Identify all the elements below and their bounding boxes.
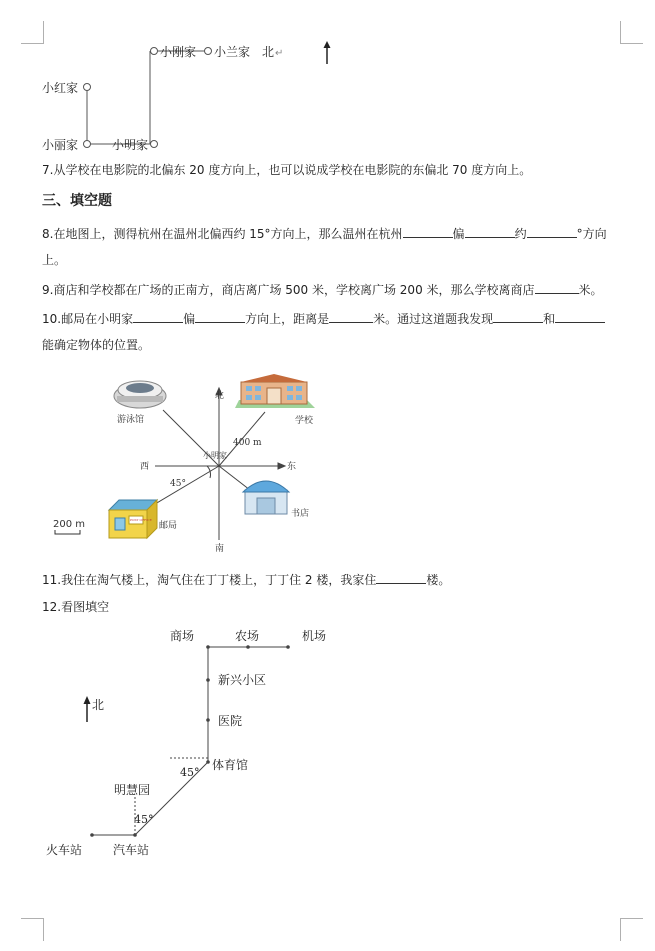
q10-blank-1[interactable]: [133, 310, 183, 323]
bookstore-label: 书店: [291, 509, 310, 519]
compass-map: [45, 370, 335, 560]
q10-text-4: 米。通过这道题我发现: [373, 312, 494, 326]
swimming-hall-label: 游泳馆: [117, 415, 145, 425]
label-xiaoli: 小丽家: [42, 138, 79, 152]
angle-label: 45°: [170, 479, 186, 489]
swimming-hall-icon: [114, 381, 166, 408]
route-map-1: [30, 36, 350, 160]
label-north: 北: [262, 45, 275, 59]
dot-farm: [246, 645, 250, 649]
q11-text-1: 11.我住在淘气楼上，淘气住在丁丁楼上，丁丁住 2 楼，我家住: [42, 573, 377, 587]
q10-text-2: 偏: [183, 312, 196, 326]
north-arrow-icon: [324, 41, 331, 64]
post-sign-text: POST OFFICE: [130, 518, 152, 522]
post-office-label: 邮局: [159, 521, 178, 531]
label-airport: 机场: [302, 629, 327, 643]
question-9: [42, 281, 603, 298]
label-minghui: 明慧园: [114, 783, 151, 797]
question-10-line-2: 能确定物体的位置。: [42, 338, 151, 352]
question-10-line-1: [42, 310, 605, 327]
ray-bookstore: [219, 466, 250, 490]
q9-text-1: 9.商店和学校都在广场的正南方，商店离广场 500 米，学校离广场 200 米，那么学校离商店: [42, 283, 535, 297]
q10-blank-2[interactable]: [195, 310, 245, 323]
dot-xinxing: [206, 678, 210, 682]
corner-mark-bottom-left: [21, 918, 44, 941]
q10-text-5: 和: [543, 312, 556, 326]
q8-text-4: °方向: [576, 227, 607, 241]
center-label: 小明家: [203, 451, 227, 460]
label-xiaogang: 小刚家: [160, 45, 197, 59]
scale-bar: [55, 530, 80, 534]
label-store: 商场: [170, 629, 195, 643]
label-farm: 农场: [235, 629, 260, 643]
q8-blank-2[interactable]: [465, 225, 515, 238]
q10-text-3: 方向上，距离是: [245, 312, 330, 326]
q10-blank-4[interactable]: [493, 310, 543, 323]
distance-label: 400 m: [233, 438, 262, 448]
label-stadium: 体育馆: [212, 758, 249, 772]
xiaoli-home-dot: [84, 141, 91, 148]
question-12: 12.看图填空: [42, 600, 110, 614]
q9-blank-1[interactable]: [535, 281, 579, 294]
compass-west-label: 西: [140, 462, 150, 472]
compass-axes: [155, 388, 285, 540]
question-8-line-2: 上。: [42, 253, 67, 267]
school-label: 学校: [295, 416, 314, 426]
q11-text-2: 楼。: [426, 573, 451, 587]
q8-text-1: 8.在地图上，测得杭州在温州北偏西约 15°方向上，那么温州在杭州: [42, 227, 403, 241]
xiaogang-home-dot: [151, 48, 158, 55]
xiaoming-home-dot: [151, 141, 158, 148]
return-mark: ↵: [275, 48, 284, 59]
q10-blank-5[interactable]: [555, 310, 605, 323]
label-angle-stadium: 45°: [180, 766, 200, 779]
dot-train: [90, 833, 94, 837]
bookstore-icon: [243, 481, 289, 514]
label-xinxing: 新兴小区: [218, 673, 267, 687]
compass-east-label: 东: [287, 462, 297, 472]
question-11: [42, 571, 450, 588]
north-arrow-icon: [84, 696, 91, 722]
label-train: 火车站: [46, 843, 83, 857]
q10-blank-3[interactable]: [329, 310, 373, 323]
route-map-1-lines: [87, 51, 210, 144]
corner-mark-bottom-right: [620, 918, 643, 941]
question-8-line-1: [42, 225, 607, 242]
compass-south-label: 南: [215, 544, 225, 554]
dot-stadium: [206, 760, 210, 764]
q9-text-2: 米。: [578, 283, 603, 297]
q8-blank-3[interactable]: [527, 225, 577, 238]
question-7: 7.从学校在电影院的北偏东 20 度方向上，也可以说成学校在电影院的东偏北 70 度方向上。: [42, 163, 532, 177]
label-hospital: 医院: [218, 714, 243, 728]
label-xiaoming: 小明家: [112, 138, 149, 152]
q8-text-2: 偏: [452, 227, 465, 241]
dot-bus: [133, 833, 137, 837]
corner-mark-top-right: [620, 21, 643, 44]
q11-blank-1[interactable]: [376, 571, 426, 584]
label-xiaolan: 小兰家: [214, 45, 251, 59]
school-icon: [235, 374, 315, 408]
route-map-3: [40, 622, 360, 872]
q10-text-1: 10.邮局在小明家: [42, 312, 134, 326]
label-angle-bus: 45°: [134, 813, 154, 826]
dot-airport: [286, 645, 290, 649]
label-north: 北: [92, 698, 105, 712]
xiaohong-home-dot: [84, 84, 91, 91]
q8-blank-1[interactable]: [403, 225, 453, 238]
scale-label: 200 m: [53, 519, 86, 530]
q8-text-3: 约: [514, 227, 527, 241]
compass-north-label: 北: [215, 391, 225, 401]
dot-hospital: [206, 718, 210, 722]
xiaolan-home-dot: [205, 48, 212, 55]
label-bus: 汽车站: [113, 843, 150, 857]
section-3-heading: 三、填空题: [42, 193, 112, 209]
label-xiaohong: 小红家: [42, 81, 79, 95]
dot-store: [206, 645, 210, 649]
